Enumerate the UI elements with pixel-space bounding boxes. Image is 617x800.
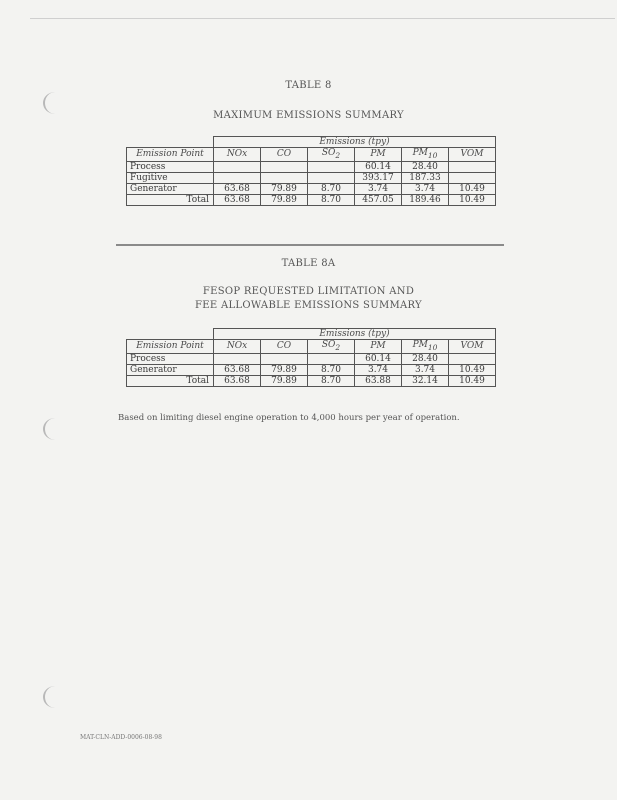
table8a-col-pm: PM [355,340,402,354]
table8-title: MAXIMUM EMISSIONS SUMMARY [213,110,404,121]
table8-col-point: Emission Point [127,148,214,162]
table8a-col-so2: $SO_2$ [308,340,355,354]
table8-group-header: Emissions (tpy) [214,137,496,148]
table-row: Fugitive 393.17 187.33 [127,172,496,183]
table-row-total: Total 63.68 79.89 8.70 63.88 32.14 10.49 [127,375,496,386]
binder-hole [43,418,67,440]
table-row: Generator 63.68 79.89 8.70 3.74 3.74 10.49 [127,183,496,194]
table8a-col-vom: VOM [449,340,496,354]
table8a-col-nox: NOx [214,340,261,354]
table8a-title-line2: FEE ALLOWABLE EMISSIONS SUMMARY [195,300,422,311]
table8a-group-header: Emissions (tpy) [214,329,496,340]
table8-col-pm: PM [355,148,402,162]
top-scan-line [30,18,615,19]
document-id: MAT-CLN-ADD-0006-08-98 [80,734,162,741]
table8-col-nox: NOx [214,148,261,162]
section-divider [116,244,504,246]
table-row: Generator 63.68 79.89 8.70 3.74 3.74 10.49 [127,364,496,375]
footnote: Based on limiting diesel engine operation to 4,000 hours per year of operation. [118,413,460,423]
table8-col-so2: $SO_2$ [308,148,355,162]
table8a-col-point: Emission Point [127,340,214,354]
table8 [126,136,496,206]
table8-col-pm10: $PM_{10}$ [402,148,449,162]
table8a-title-line1: FESOP REQUESTED LIMITATION AND [202,286,415,297]
table8a-col-co: CO [261,340,308,354]
table8a-col-pm10: $PM_{10}$ [402,340,449,354]
table-row: Process 60.14 28.40 [127,353,496,364]
table8-label: TABLE 8 [285,80,332,91]
table-row-total: Total 63.68 79.89 8.70 457.05 189.46 10.49 [127,194,496,205]
table8a [126,328,496,387]
table8-col-co: CO [261,148,308,162]
table-row: Process 60.14 28.40 [127,161,496,172]
table8-col-vom: VOM [449,148,496,162]
table8a-label: TABLE 8A [281,258,336,269]
binder-hole [43,686,67,708]
